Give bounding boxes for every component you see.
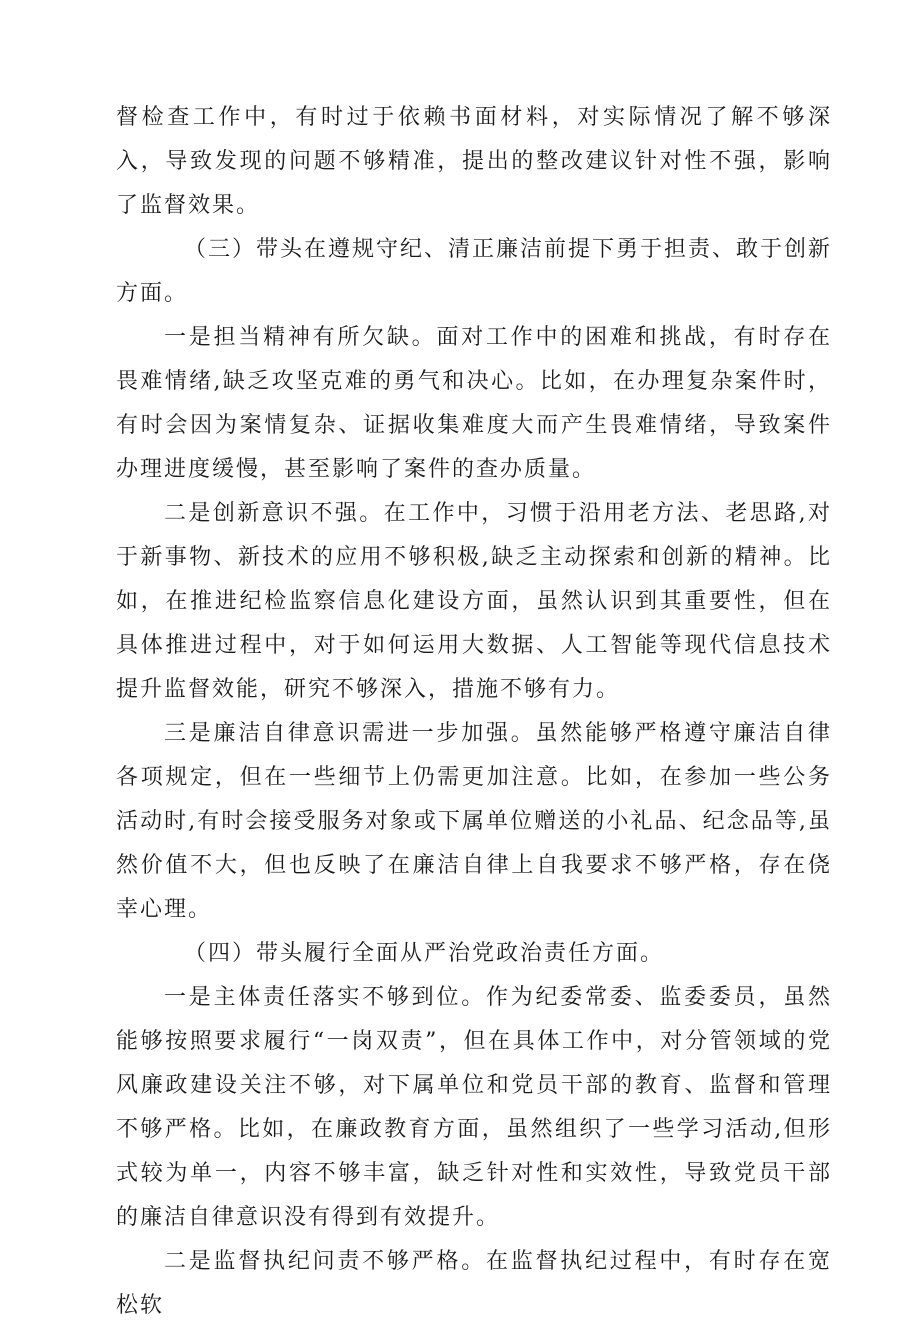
- paragraph-main-responsibility: 一是主体责任落实不够到位。作为纪委常委、监委委员，虽然能够按照要求履行“一岗双责”，但在具体工作中，对分管领域的党风廉政建设关注不够，对下属单位和党员干部的教育、监督和管理不够严格。比如，在廉政教育方面，虽然组织了一些学习活动,但形式较为单一，内容不够丰富，缺乏针对性和实效性，导致党员干部的廉洁自律意识没有得到有效提升。: [116, 985, 832, 1230]
- paragraph-integrity-self-discipline: 三是廉洁自律意识需进一步加强。虽然能够严格遵守廉洁自律各项规定，但在一些细节上仍需更加注意。比如，在参加一些公务活动时,有时会接受服务对象或下属单位赠送的小礼品、纪念品等,虽然价值不大，但也反映了在廉洁自律上自我要求不够严格，存在侥幸心理。: [116, 721, 832, 922]
- section-heading-four: （四）带头履行全面从严治党政治责任方面。: [184, 941, 665, 966]
- document-body: [116, 96, 832, 1328]
- section-heading-three: （三）带头在遵规守纪、清正廉洁前提下勇于担责、敢于创新方面。: [116, 237, 833, 306]
- paragraph-innovation-awareness: 二是创新意识不强。在工作中，习惯于沿用老方法、老思路,对于新事物、新技术的应用不够积极,缺乏主动探索和创新的精神。比如，在推进纪检监察信息化建设方面，虽然认识到其重要性，但在具体推进过程中，对于如何运用大数据、人工智能等现代信息技术提升监督效能，研究不够深入，措施不够有力。: [116, 501, 832, 702]
- paragraph-continuation: 督检查工作中，有时过于依赖书面材料，对实际情况了解不够深入，导致发现的问题不够精准，提出的整改建议针对性不强，影响了监督效果。: [116, 105, 832, 218]
- paragraph-supervision-accountability: 二是监督执纪问责不够严格。在监督执纪过程中，有时存在宽松软: [116, 1249, 832, 1318]
- paragraph-responsibility-spirit: 一是担当精神有所欠缺。面对工作中的困难和挑战，有时存在畏难情绪,缺乏攻坚克难的勇气和决心。比如，在办理复杂案件时，有时会因为案情复杂、证据收集难度大而产生畏难情绪，导致案件办理进度缓慢，甚至影响了案件的查办质量。: [116, 325, 832, 482]
